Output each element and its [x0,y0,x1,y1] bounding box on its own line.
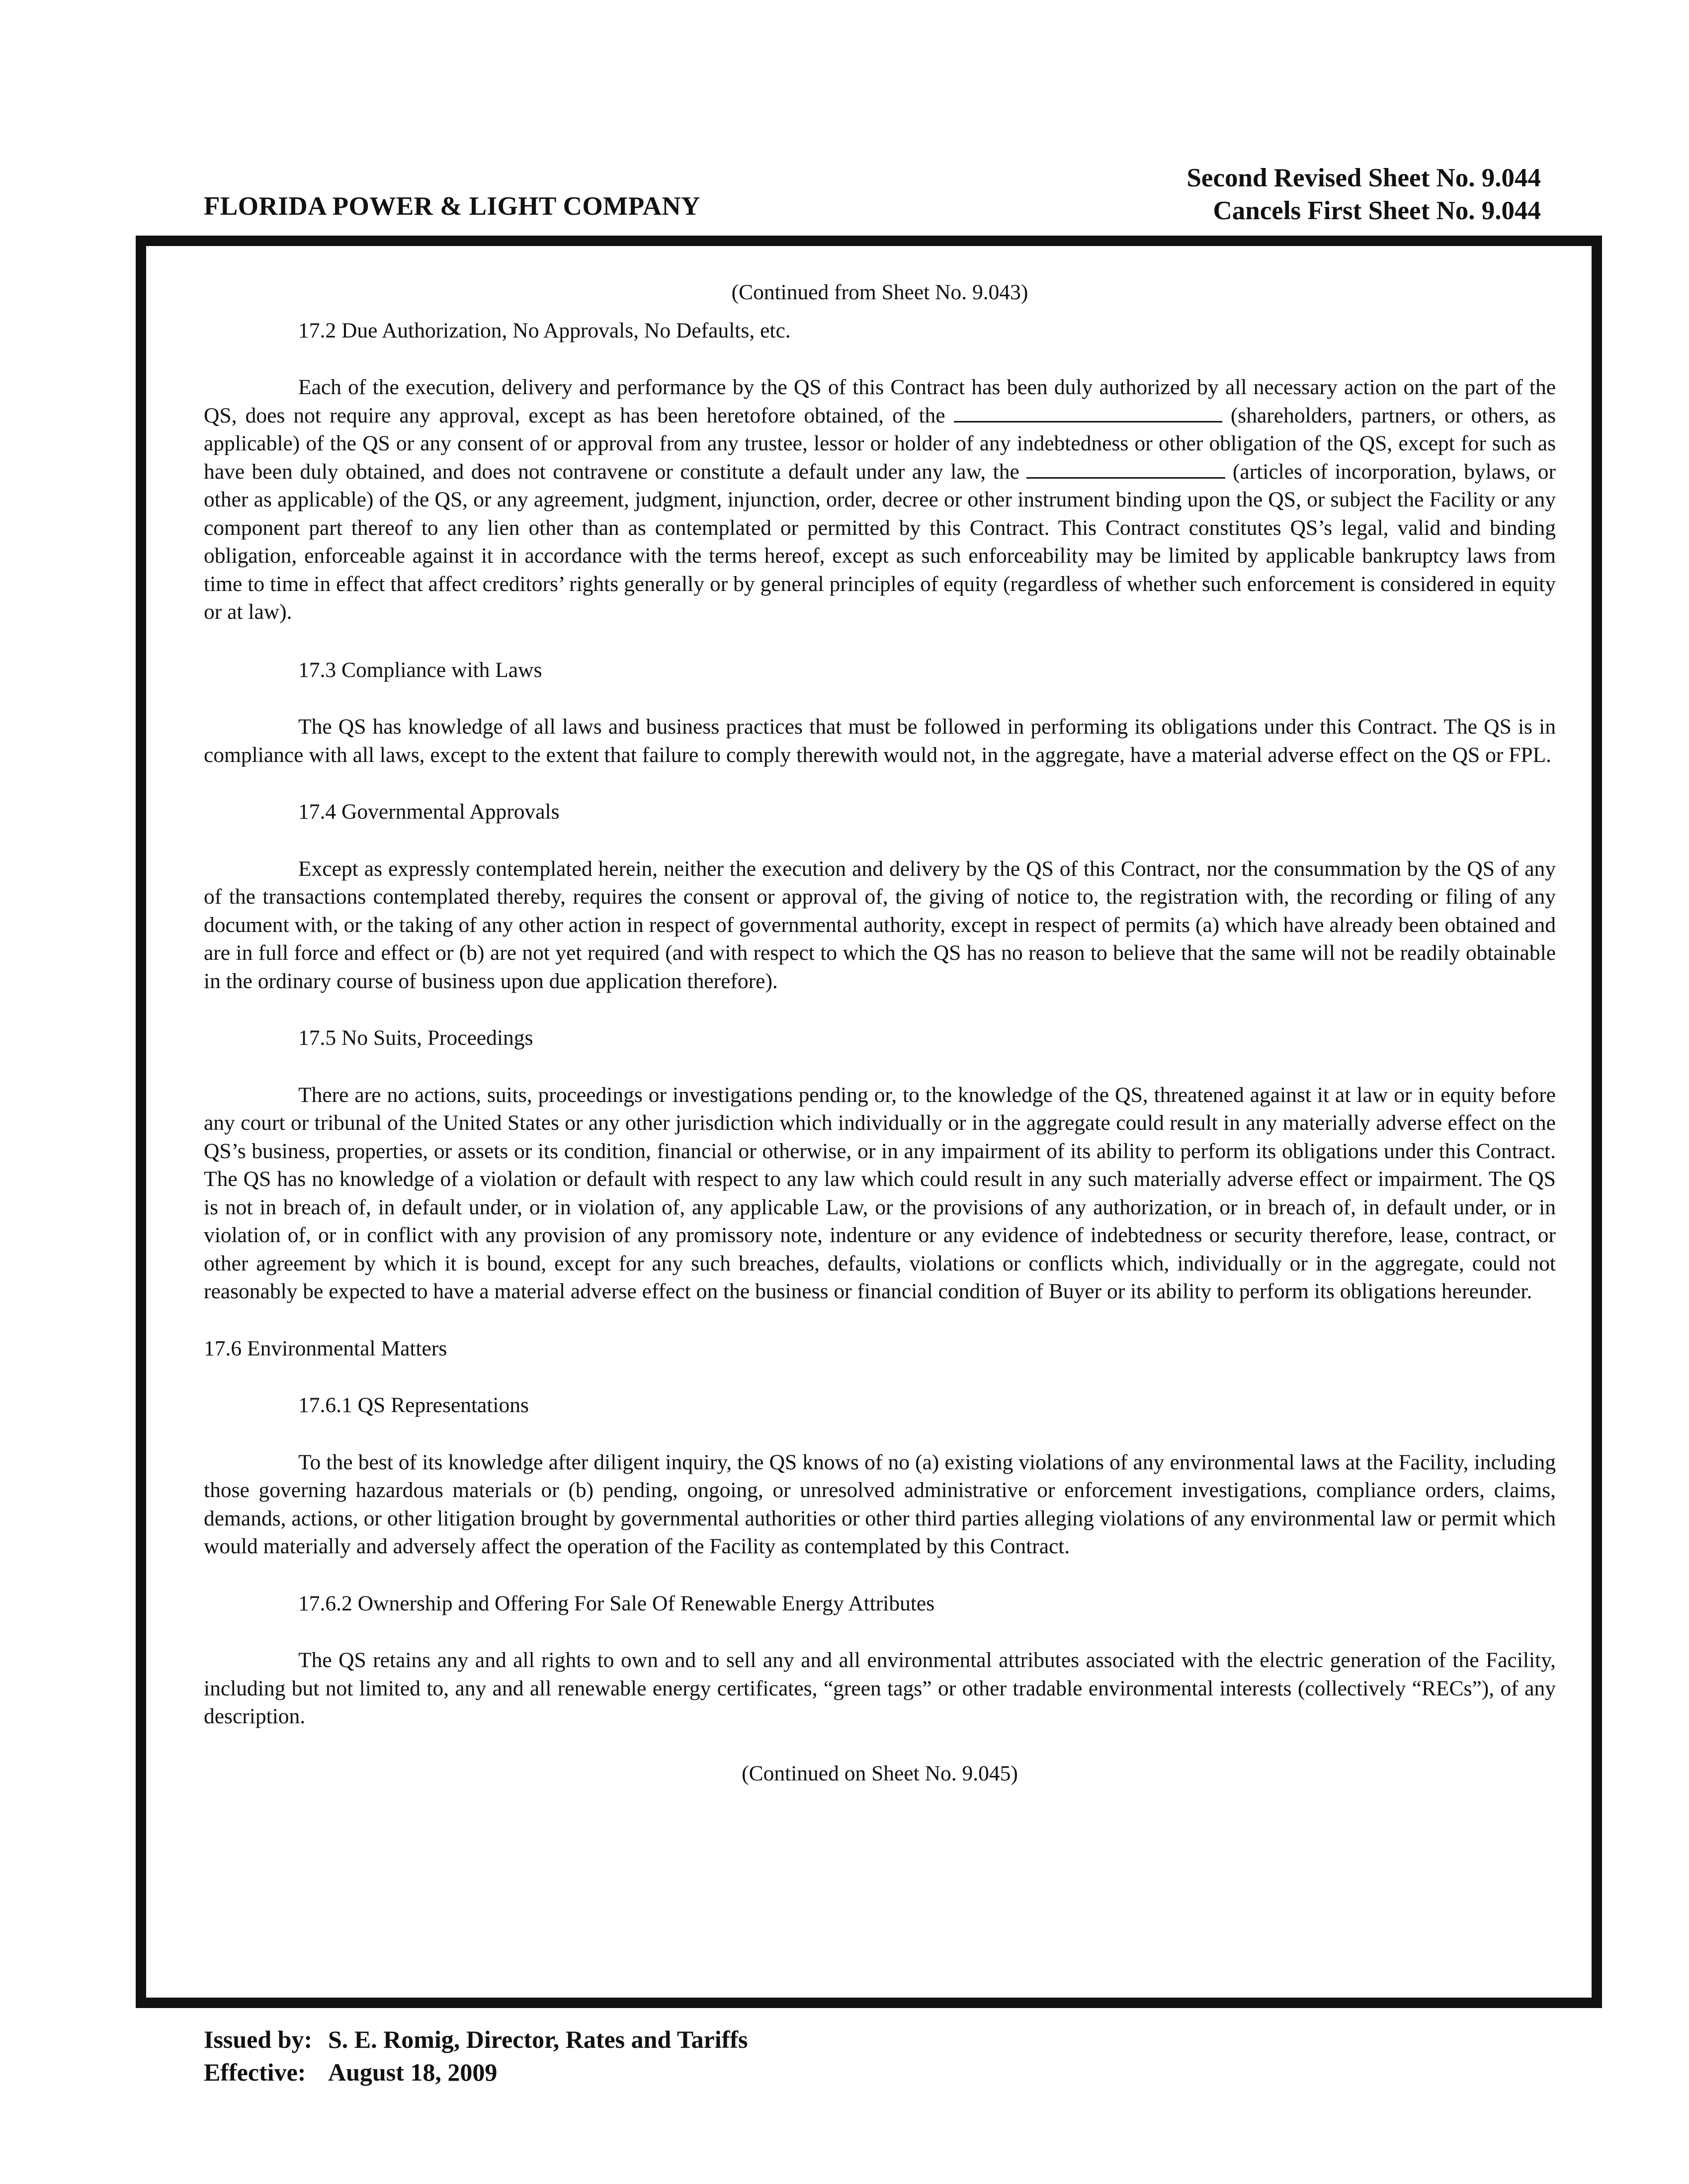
effective-label: Effective: [204,2058,306,2086]
section-17-2-text-a: Each of the execution, delivery and performance by the QS of this Contract has been duly authorized by all necessary action on the part of the QS, does not require any approval, except as has been heretofore obtained, of the [204,375,1556,427]
effective-line [204,2056,748,2089]
section-17-2-heading: 17.2 Due Authorization, No Approvals, No Defaults, etc. [298,318,791,342]
section-17-6-2-paragraph: The QS retains any and all rights to own and to sell any and all environmental attributes associated with the electric generation of the Facility, including but not limited to, any and all renewable energy certificates, “green tags” or other tradable environmental interests (collectively “RECs”), of any description. [204,1648,1556,1728]
continued-on-note: (Continued on Sheet No. 9.045) [742,1761,1018,1785]
section-17-2-text-b: (shareholders, partners, or others, as applicable) of the QS or any consent of or approval from any trustee, lessor or holder of any indebtedness or other obligation of the QS, except for such as have been duly obtained, and does not contravene or constitute a default under any law, the [204,403,1556,484]
blank-line-approving-party [954,406,1222,422]
issued-by-line [204,2023,748,2056]
sheet-number-block [1186,162,1541,227]
section-17-5-heading: 17.5 No Suits, Proceedings [298,1026,533,1050]
continued-from-note: (Continued from Sheet No. 9.043) [731,280,1028,304]
blank-line-governing-document [1026,462,1225,479]
effective-value: August 18, 2009 [328,2058,498,2086]
section-17-2-text-c: (articles of incorporation, bylaws, or other as applicable) of the QS, or any agreement, judgment, injunction, order, decree or other instrument binding upon the QS, or subject the Facility or any component part thereof to any lien other than as contemplated or permitted by this Contract. This Contract constitutes QS’s legal, valid and binding obligation, enforceable against it in accordance with the terms hereof, except as such enforceability may be limited by applicable bankruptcy laws from time to time in effect that affect creditors’ rights generally or by general principles of equity (regardless of whether such enforcement is considered in equity or at law). [204,459,1556,624]
section-17-5-paragraph: There are no actions, suits, proceedings or investigations pending or, to the knowledge of the QS, threatened against it at law or in equity before any court or tribunal of the United States or any other jurisdiction which individually or in the aggregate could result in any materially adverse effect on the QS’s business, properties, or assets or its condition, financial or otherwise, or in any impairment of its ability to perform its obligations under this Contract. The QS has no knowledge of a violation or default with respect to any law which could result in any such materially adverse effect or impairment. The QS is not in breach of, in default under, or in violation of, any applicable Law, or the provisions of any authorization, or in breach of, in default under, or in violation of, or in conflict with any provision of any promissory note, indenture or any evidence of indebtedness or security therefore, lease, contract, or other agreement by which it is bound, except for any such breaches, defaults, violations or conflicts which, individually or in the aggregate, could not reasonably be expected to have a material adverse effect on the business or financial condition of Buyer or its ability to perform its obligations hereunder. [204,1083,1556,1303]
section-17-6-heading: 17.6 Environmental Matters [204,1336,447,1360]
issuance-footer [204,2023,748,2089]
sheet-revision: Second Revised Sheet No. 9.044 [1186,164,1541,192]
section-17-3-paragraph: The QS has knowledge of all laws and business practices that must be followed in performing its obligations under this Contract. The QS is in compliance with all laws, except to the extent that failure to comply therewith would not, in the aggregate, have a material adverse effect on the QS or FPL. [204,715,1556,767]
section-17-4-heading: 17.4 Governmental Approvals [298,800,560,824]
section-17-6-1-heading: 17.6.1 QS Representations [298,1393,529,1417]
section-17-3-heading: 17.3 Compliance with Laws [298,658,542,682]
issued-by-value: S. E. Romig, Director, Rates and Tariffs [328,2025,748,2053]
company-name: FLORIDA POWER & LIGHT COMPANY [204,192,700,221]
issued-by-label: Issued by: [204,2025,313,2053]
section-17-6-1-paragraph: To the best of its knowledge after diligent inquiry, the QS knows of no (a) existing violations of any environmental laws at the Facility, including those governing hazardous materials or (b) pending, ongoing, or unresolved administrative or enforcement investigations, compliance orders, claims, demands, actions, or other litigation brought by governmental authorities or other third parties alleging violations of any environmental law or permit which would materially and adversely affect the operation of the Facility as contemplated by this Contract. [204,1450,1556,1558]
section-17-4-paragraph: Except as expressly contemplated herein, neither the execution and delivery by the QS of this Contract, nor the consummation by the QS of any of the transactions contemplated thereby, requires the consent or approval of, the giving of notice to, the registration with, the recording or filing of any document with, or the taking of any other action in respect of governmental authority, except in respect of permits (a) which have already been obtained and are in full force and effect or (b) are not yet required (and with respect to which the QS has no reason to believe that the same will not be readily obtainable in the ordinary course of business upon due application therefore). [204,856,1556,993]
sheet-cancels: Cancels First Sheet No. 9.044 [1213,196,1541,225]
section-17-2-paragraph [204,373,1556,626]
document-body [204,278,1556,1787]
section-17-6-2-heading: 17.6.2 Ownership and Offering For Sale Of Renewable Energy Attributes [298,1591,935,1615]
